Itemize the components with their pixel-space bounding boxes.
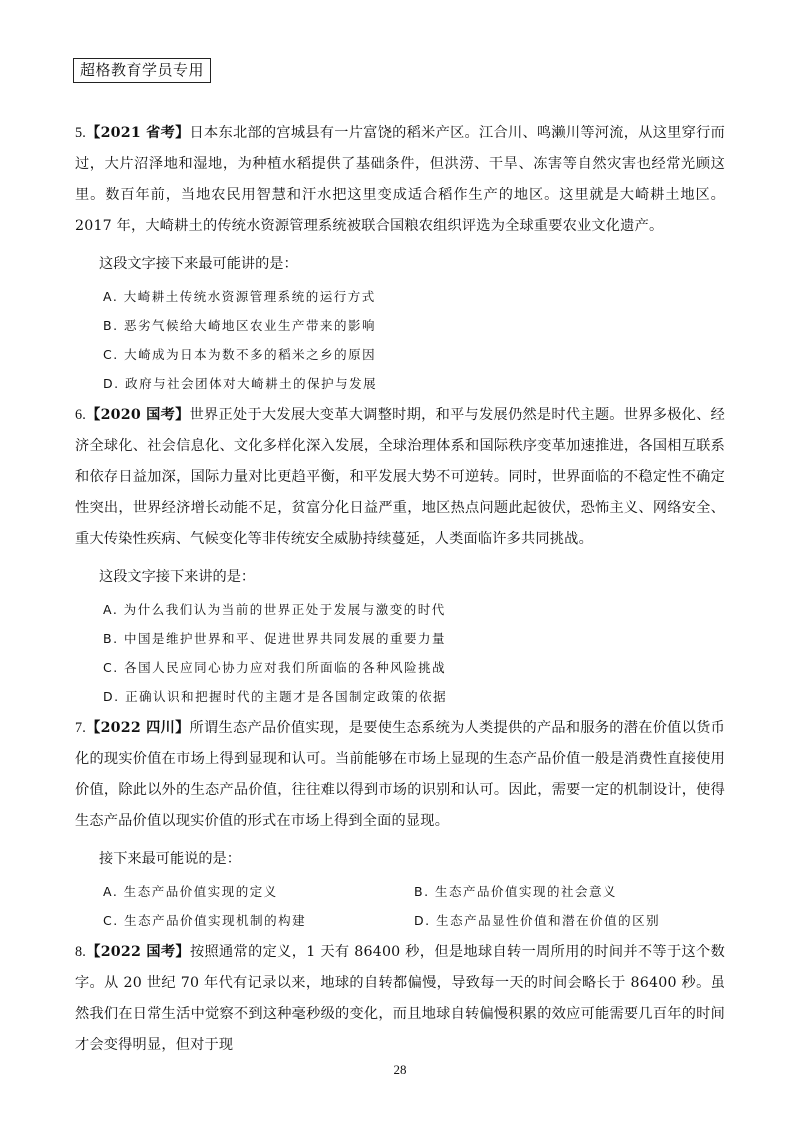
question-prompt: 这段文字接下来最可能讲的是： [99,256,298,272]
document-body [75,118,725,1063]
question-number: 6. [75,407,87,423]
question-text: 所谓生态产品价值实现，是要使生态系统为人类提供的产品和服务的潜在价值以货币化的现实价值在市场上得到显现和认可。当前能够在市场上显现的生态产品价值一般是消费性直接使用价值，除此以外的生态产品价值，往往难以得到市场的识别和认可。因此，需要一定的机制设计，使得生态产品价值以现实价值的形式在市场上得到全面的显现。 [75,720,725,829]
question-6 [75,400,725,711]
question-source-tag: 【2022 四川】 [86,720,190,736]
option-b: B. 中国是维护世界和平、促进世界共同发展的重要力量 [103,631,447,646]
options-row-1 [103,877,725,906]
header-label: 超格教育学员专用 [73,58,211,83]
option-b: B. 生态产品价值实现的社会意义 [414,884,618,899]
question-prompt: 这段文字接下来讲的是： [99,569,256,585]
question-text: 日本东北部的宫城县有一片富饶的稻米产区。江合川、鸣濑川等河流，从这里穿行而过，大片沼泽地和湿地，为种植水稻提供了基础条件，但洪涝、干旱、冻害等自然灾害也经常光顾这里。数百年前，当地农民用智慧和汗水把这里变成适合稻作生产的地区。这里就是大崎耕土地区。2017 年，大崎耕土的传统水资源管理系统被联合国粮农组织评选为全球重要农业文化遗产。 [75,125,725,234]
option-c: C. 生态产品价值实现机制的构建 [103,913,307,928]
question-source-tag: 【2021 省考】 [86,125,190,141]
question-8-stem [75,937,725,1061]
question-prompt: 接下来最可能说的是： [99,851,241,867]
question-number: 5. [75,125,87,141]
option-a: A. 生态产品价值实现的定义 [103,884,278,899]
option-c: C. 各国人民应同心协力应对我们所面临的各种风险挑战 [103,660,447,675]
question-text: 按照通常的定义，1 天有 86400 秒，但是地球自转一周所用的时间并不等于这个数字。从 20 世纪 70 年代有记录以来，地球的自转都偏慢，导致每一天的时间会略长于 86400 秒。虽然我们在日常生活中觉察不到这种毫秒级的变化，而且地球自转偏慢积累的效应可能需要几百年的时间才会变得明显，但对于现 [75,944,725,1053]
question-8 [75,937,725,1061]
option-c: C. 大崎成为日本为数不多的稻米之乡的原因 [103,347,377,362]
question-5-stem [75,118,725,242]
option-d: D. 政府与社会团体对大崎耕土的保护与发展 [103,376,378,391]
question-source-tag: 【2020 国考】 [86,407,190,423]
question-7 [75,713,725,935]
options-row-2 [103,906,725,935]
question-text: 世界正处于大发展大变革大调整时期，和平与发展仍然是时代主题。世界多极化、经济全球化、社会信息化、文化多样化深入发展，全球治理体系和国际秩序变革加速推进，各国相互联系和依存日益加深，国际力量对比更趋平衡，和平发展大势不可逆转。同时，世界面临的不稳定性不确定性突出，世界经济增长动能不足，贫富分化日益严重，地区热点问题此起彼伏，恐怖主义、网络安全、重大传染性疾病、气候变化等非传统安全威胁持续蔓延，人类面临许多共同挑战。 [75,407,725,547]
question-number: 7. [75,720,87,736]
option-b: B. 恶劣气候给大崎地区农业生产带来的影响 [103,318,377,333]
question-7-stem [75,713,725,837]
option-a: A. 大崎耕土传统水资源管理系统的运行方式 [103,289,376,304]
option-d: D. 生态产品显性价值和潜在价值的区别 [414,913,661,928]
question-5 [75,118,725,398]
question-number: 8. [75,944,87,960]
option-d: D. 正确认识和把握时代的主题才是各国制定政策的依据 [103,689,448,704]
question-source-tag: 【2022 国考】 [86,944,190,960]
question-6-stem [75,400,725,555]
option-a: A. 为什么我们认为当前的世界正处于发展与激变的时代 [103,602,446,617]
page-number: 28 [393,1062,407,1077]
